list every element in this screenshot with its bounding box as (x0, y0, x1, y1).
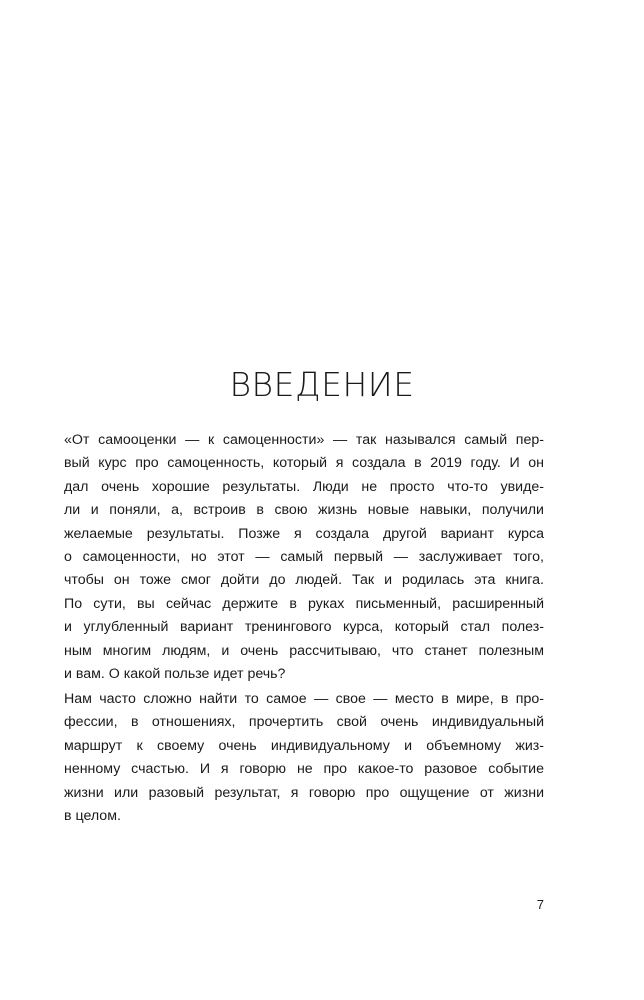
text-line: ненному счастью. И я говорю не про какое-то разовое событие (64, 761, 544, 778)
text-line: чтобы он тоже смог дойти до людей. Так и родилась эта книга. (64, 572, 544, 589)
text-line: в целом. (64, 807, 121, 824)
text-line: желаемые результаты. Позже я создала другой вариант курса (64, 525, 544, 542)
text-line: ли и поняли, а, встроив в свою жизнь новые навыки, получили (64, 502, 544, 519)
paragraph-2 (64, 688, 544, 828)
paragraph-1 (64, 429, 544, 686)
text-line: Нам часто сложно найти то самое — свое — место в мире, в про- (64, 691, 544, 707)
text-line: вый курс про самоценность, который я создала в 2019 году. И он (64, 455, 544, 472)
text-line: жизни или разовый результат, я говорю про ощущение от жизни (64, 784, 544, 801)
text-line: о самоценности, но этот — самый первый — заслуживает того, (64, 548, 544, 565)
text-line: фессии, в отношениях, прочертить свой очень индивидуальный (64, 714, 544, 731)
text-line: По сути, вы сейчас держите в руках письменный, расширенный (64, 595, 544, 612)
text-line: и вам. О какой пользе идет речь? (64, 665, 286, 682)
page-number: 7 (536, 897, 544, 912)
text-line: ным многим людям, и очень рассчитываю, что станет полезным (64, 642, 544, 659)
text-line: «От самооценки — к самоценности» — так назывался самый пер- (64, 432, 544, 448)
text-line: маршрут к своему очень индивидуальному и объемному жиз- (64, 737, 544, 754)
chapter-title: ВВЕДЕНИЕ (229, 365, 415, 404)
text-line: дал очень хорошие результаты. Люди не просто что-то увиде- (64, 478, 544, 495)
text-line: и углубленный вариант тренингового курса, который стал полез- (64, 619, 544, 636)
